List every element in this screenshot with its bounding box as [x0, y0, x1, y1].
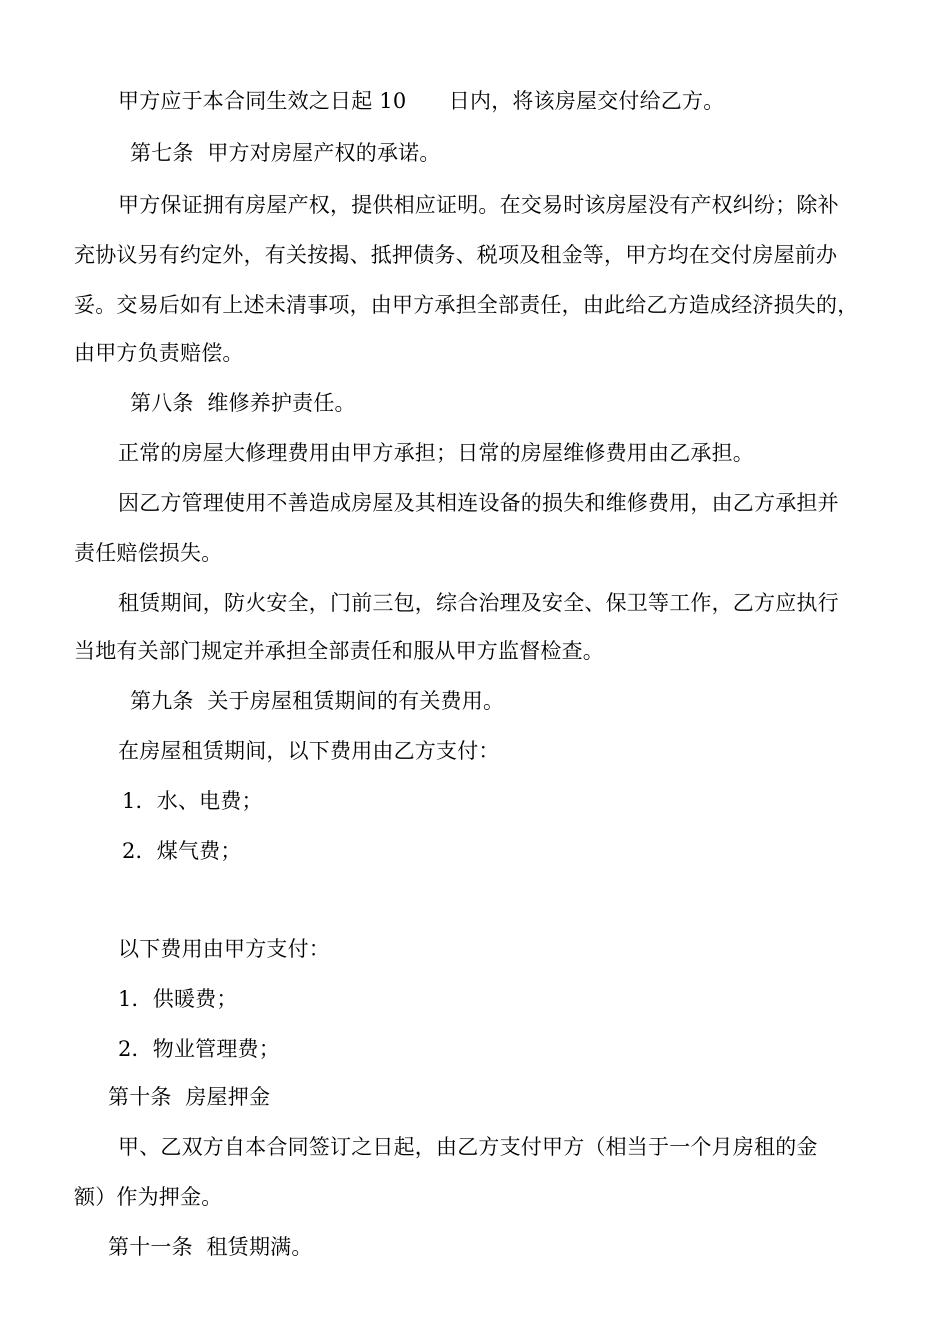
article-8-body-line-1: 正常的房屋大修理费用由甲方承担；日常的房屋维修费用由乙承担。: [118, 441, 754, 465]
article-10-body-line-2: 额）作为押金。: [74, 1185, 223, 1209]
article-8-body-line-4: 租赁期间，防火安全，门前三包，综合治理及安全、保卫等工作，乙方应执行: [118, 591, 839, 615]
article-8-body-line-3: 责任赔偿损失。: [74, 541, 223, 565]
tenant-fee-item-2: 2．煤气费；: [122, 839, 242, 863]
article-11-heading: 第十一条 租赁期满。: [108, 1235, 313, 1259]
article-10-body-line-1: 甲、乙双方自本合同签订之日起，由乙方支付甲方（相当于一个月房租的金: [118, 1135, 818, 1159]
article-9-heading: 第九条 关于房屋租赁期间的有关费用。: [130, 689, 505, 713]
tenant-fee-item-1: 1．水、电费；: [122, 789, 263, 813]
article-8-body-line-5: 当地有关部门规定并承担全部责任和服从甲方监督检查。: [74, 639, 604, 663]
landlord-fee-item-2: 2．物业管理费；: [118, 1037, 280, 1061]
article-7-body-line-1: 甲方保证拥有房屋产权，提供相应证明。在交易时该房屋没有产权纠纷；除补: [118, 193, 839, 217]
article-9-landlord-pays-intro: 以下费用由甲方支付：: [118, 937, 330, 961]
landlord-fee-item-1: 1．供暖费；: [118, 987, 238, 1011]
article-8-heading: 第八条 维修养护责任。: [130, 391, 356, 415]
article-7-body-line-4: 由甲方负责赔偿。: [74, 341, 244, 365]
article-7-body-line-2: 充协议另有约定外，有关按揭、抵押债务、税项及租金等，甲方均在交付房屋前办: [74, 243, 838, 267]
article-7-heading: 第七条 甲方对房屋产权的承诺。: [130, 141, 441, 165]
article-7-body-line-3: 妥。交易后如有上述未清事项，由甲方承担全部责任，由此给乙方造成经济损失的，: [74, 293, 859, 317]
article-9-tenant-pays-intro: 在房屋租赁期间，以下费用由乙方支付：: [118, 739, 500, 763]
article-8-body-line-2: 因乙方管理使用不善造成房屋及其相连设备的损失和维修费用，由乙方承担并: [118, 491, 839, 515]
article-10-heading: 第十条 房屋押金: [108, 1085, 271, 1109]
paragraph-delivery-term: 甲方应于本合同生效之日起 10 日内，将该房屋交付给乙方。: [118, 89, 725, 113]
